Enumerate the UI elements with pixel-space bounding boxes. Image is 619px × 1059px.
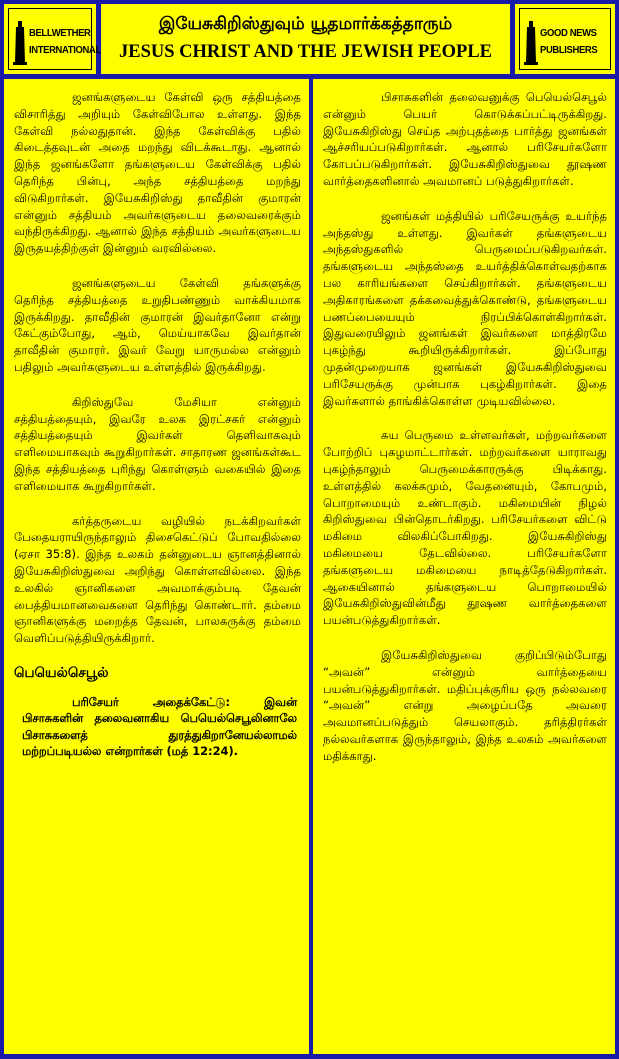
title-english: JESUS CHRIST AND THE JEWISH PEOPLE [118, 42, 493, 62]
right-paragraph-1: பிசாசுகளின் தலைவனுக்கு பெயெல்செபூல் என்னும் பெயர் கொடுக்கப்பட்டிருக்கிறது. இயேசுகிறிஸ்து செய்த அற்புதத்தை பார்த்து ஜனங்கள் ஆச்சரியப்படுகிறார்கள். ஆனால் பரிசேயர்களோ கோபப்படுகிறார்கள். இயேசுகிறிஸ்துவை தூஷண வார்த்தைகளினால் அவமானப் படுத்துகிறார்கள். [323, 90, 607, 188]
title-banner [101, 4, 510, 74]
bellwether-tower-icon [13, 19, 27, 65]
logo-left-line-2: INTERNATIONAL [29, 44, 101, 56]
title-tamil: இயேசுகிறிஸ்துவும் யூதமார்க்கத்தாரும் [158, 14, 453, 34]
logo-border [519, 8, 611, 70]
logo-right-line-1: GOOD NEWS [540, 27, 597, 39]
left-column [4, 79, 309, 1054]
left-paragraph-4: கர்த்தருடைய வழியில் நடக்கிறவர்கள் பேதையராயிருந்தாலும் திசைகெட்டுப் போவதில்லை (ஏசா 35:8). இந்த உலகம் தன்னுடைய ஞானத்தினால் இயேசுகிறிஸ்துவை அறிந்து கொள்ளவில்லை. இந்த உலகில் ஞானிகளை அவமாக்கும்படி தேவன் பைத்தியமானவைகளை தெரிந்து கொண்டார். தம்மை ஞானிகளுக்கு மறைத்த தேவன், பாலகருக்கு தம்மை வெளிப்படுத்தியிருக்கிறார். [14, 513, 301, 646]
left-paragraph-3: கிறிஸ்துவே மேசியா என்னும் சத்தியத்தையும், இவரே உலக இரட்சகர் என்னும் சத்தியத்தையும் இவர்கள் தெளிவாகவும் எளிமையாகவும் கூறுகிறார்கள். சாதாரண ஜனங்கள்கூட இந்த சத்தியத்தை புரிந்து கொள்ளும் வகையில் இதை எளிமையாக கூறுகிறார்கள். [14, 394, 301, 493]
left-paragraph-1: ஜனங்களுடைய கேள்வி ஒரு சத்தியத்தை விசாரித்து அறியும் கேள்விபோல உள்ளது. இந்த கேள்வி நல்லதுதான். இந்த கேள்விக்கு பதில் கிடைத்தவுடன் அதை மறந்து விடக்கூடாது. ஆனால் இந்த ஜனங்களோ தங்களுடைய கேள்விக்கு பதில் தெரிந்த பின்பு, அந்த சத்தியத்தை மறந்து விடுகிறார்கள். இயேசுகிறிஸ்து தாவீதின் குமாரன் என்னும் சத்தியம் அவர்களுடைய தலைவரைக்கும் வந்திருக்கிறது. ஆனால் இந்த சத்தியம் அவர்களுடைய இருதயத்திற்குள் இன்னும் வரவில்லை. [14, 90, 301, 256]
right-paragraph-3: சுய பெருமை உள்ளவர்கள், மற்றவர்களை போற்றிப் புகழமாட்டார்கள். மற்றவர்களை யாராவது புகழ்ந்தாலும் பெருமைக்காரருக்கு பிடிக்காது. உள்ளத்தில் கலக்கமும், வேதனையும், கோபமும், பொறாமையும் உண்டாகும். மகிமையின் நிழல் கிறிஸ்துவை பின்தொடர்கிறது. பரிசேயர்களை விட்டு மகிமை விலகிப்போகிறது. இயேசுகிறிஸ்து மகிமையை தேடவில்லை. பரிசேயர்களோ தங்களுடைய மகிமையை நாடித்தேடுகிறார்கள். ஆகையினால் தங்களுடைய பொறாமையில் இயேசுகிறிஸ்துவின்மீது தூஷண வார்த்தைகளை பயன்படுத்துகிறார்கள். [323, 428, 607, 628]
section-heading: பெயெல்செபூல் [14, 664, 109, 681]
good-news-tower-icon [524, 19, 538, 65]
logo-border [8, 8, 101, 70]
logo-right-line-2: PUBLISHERS [540, 44, 598, 56]
good-news-logo [515, 4, 615, 74]
left-paragraph-2: ஜனங்களுடைய கேள்வி தங்களுக்கு தெரிந்த சத்தியத்தை உறுதிபண்ணும் வாக்கியமாக இருக்கிறது. தாவீதின் குமாரன் இவர்தானோ என்று கேட்கும்போது, ஆம், மெய்யாகவே இவர்தான் தாவீதின் குமாரர். இவர் வேறு யாருமல்ல என்னும் பதிலும் அவர்களுடைய உள்ளத்தில் இருக்கிறது. [14, 275, 301, 374]
right-column [313, 79, 615, 1054]
bellwether-logo [4, 4, 101, 74]
scripture-quote: பரிசேயர் அதைக்கேட்டு: இவன் பிசாசுகளின் தலைவனாகிய பெயெல்செபூலினாலே பிசாசுகளைத் துரத்துகிறானேயல்லாமல் மற்றப்படியல்ல என்றார்கள் (மத் 12:24). [22, 694, 297, 759]
right-paragraph-4: இயேசுகிறிஸ்துவை குறிப்பிடும்போது “அவன்” என்னும் வார்த்தையை பயன்படுத்துகிறார்கள். மதிப்புக்குரிய ஒரு நல்லவரை “அவன்” என்று அழைப்பதே அவரை அவமானப்படுத்தும் செயலாகும். தரித்திரர்கள் நல்லவர்களாக இருந்தாலும், இந்த உலகம் அவர்களை மதிக்காது. [323, 647, 607, 763]
right-paragraph-2: ஜனங்கள் மத்தியில் பரிசேயருக்கு உயர்ந்த அந்தஸ்து உள்ளது. இவர்கள் தங்களுடைய அந்தஸ்துகளில் பெருமைப்படுகிறவர்கள். தங்களுடைய அந்தஸ்தை உயர்த்திக்கொள்வதற்காக பல காரியங்களை செய்கிறார்கள். தங்களுடைய அதிகாரங்களை தக்கவைத்துக்கொண்டு, தங்களுடைய பணப்பையையும் நிரப்பிக்கொள்கிறார்கள். இதுவரையிலும் ஜனங்கள் இவர்களை மாத்திரமே புகழ்ந்து கூறியிருக்கிறார்கள். இப்போது முதன்முறையாக ஜனங்கள் இயேசுகிறிஸ்துவை பரிசேயருக்கு முன்பாக புகழ்கிறார்கள். இதை இவர்களால் தாங்கிக்கொள்ள முடியவில்லை. [323, 208, 607, 408]
logo-left-line-1: BELLWETHER [29, 27, 91, 39]
